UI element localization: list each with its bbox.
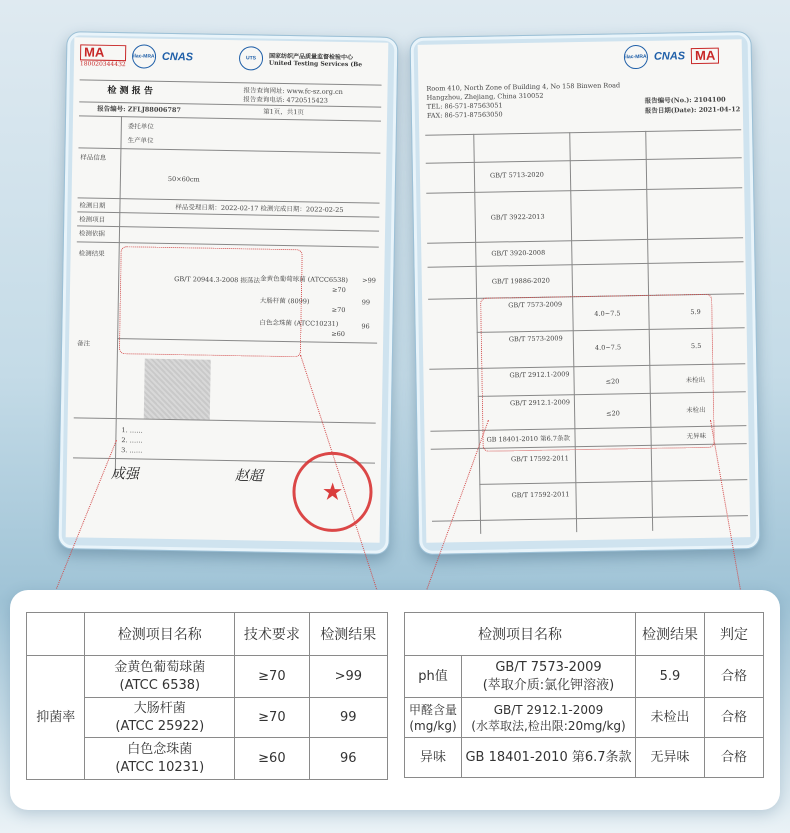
left-res-3: 96 xyxy=(361,322,370,331)
report-no-label: 报告编号 xyxy=(97,104,124,114)
results-summary-panel xyxy=(10,590,780,810)
row-label-basis: 检测依据 xyxy=(78,229,106,238)
method-line1: GB/T 7573-2009 xyxy=(495,659,602,675)
row-label-result: 检测结果 xyxy=(78,249,105,258)
antibacterial-table xyxy=(26,612,388,780)
header-verdict: 判定 xyxy=(705,613,764,656)
std-7: GB/T 2912.1-2009 xyxy=(509,370,570,380)
fabric-swatch xyxy=(144,359,211,420)
result-value: 无异味 xyxy=(636,738,705,778)
page-indicator: 第1页，共1页 xyxy=(263,107,304,117)
left-highlight-box xyxy=(119,246,303,357)
left-req-1: ≥70 xyxy=(331,285,346,295)
res-2: 5.5 xyxy=(690,341,702,351)
item-odor: 异味 xyxy=(405,738,462,778)
header-requirement: 技术要求 xyxy=(235,613,309,656)
right-cma-logo: MA xyxy=(691,48,719,64)
stamp-star-icon: ★ xyxy=(321,477,344,507)
antibacterial-group-header xyxy=(27,613,85,656)
right-test-report xyxy=(418,39,751,543)
row-label-note: 备注 xyxy=(76,339,91,348)
chemical-table xyxy=(404,612,764,778)
header-item-name: 检测项目名称 xyxy=(405,613,636,656)
right-cnas-logo: CNAS xyxy=(653,50,686,63)
row-label-item: 检测项目 xyxy=(79,215,106,224)
val-3: ≤20 xyxy=(605,377,620,386)
std-4: GB/T 19886-2020 xyxy=(491,276,550,286)
verdict-value: 合格 xyxy=(705,656,764,698)
center-name-en: United Testing Services (Be xyxy=(268,59,363,69)
res-3: 未检出 xyxy=(685,375,706,385)
item-name-line1: 白色念珠菌 xyxy=(127,741,193,757)
table-row xyxy=(405,698,764,738)
left-method: GB/T 20944.3-2008 振荡法 xyxy=(174,275,260,285)
uts-logo: UTS xyxy=(239,46,263,70)
res-1: 5.9 xyxy=(690,307,701,317)
item-formaldehyde-line2: (mg/kg) xyxy=(409,718,457,733)
phone-label: 报告查询电话 xyxy=(243,95,283,104)
report-title: 检 测 报 告 xyxy=(107,85,153,97)
item-formaldehyde-line1: 甲醛含量 xyxy=(408,702,457,717)
method-line2: (萃取介质:氯化钾溶液) xyxy=(482,677,615,693)
table-row xyxy=(405,656,764,698)
report-no: ZFLJ88006787 xyxy=(127,105,182,115)
val-2: 4.0~7.5 xyxy=(594,343,622,352)
res-5: 无异味 xyxy=(686,431,707,441)
result-value: 5.9 xyxy=(636,656,705,698)
val-4: ≤20 xyxy=(606,409,620,418)
item-name-line1: 大肠杆菌 xyxy=(133,700,186,716)
website: www.fc-sz.org.cn xyxy=(286,87,343,96)
row-label-producer: 生产单位 xyxy=(127,136,154,145)
left-res-2: 99 xyxy=(361,298,371,307)
std-10: GB/T 17592-2011 xyxy=(510,454,569,464)
cma-logo: MA xyxy=(80,44,126,61)
left-item-3: 白色念珠菌 (ATCC10231) xyxy=(259,318,339,328)
right-report-no: 2104100 xyxy=(693,95,726,105)
verdict-value: 合格 xyxy=(705,738,764,778)
signature-1: 成强 xyxy=(110,466,139,483)
val-1: 4.0~7.5 xyxy=(594,309,621,318)
method-line1: GB 18401-2010 第6.7条款 xyxy=(462,738,636,778)
right-report-no-label: 报告编号(No.): xyxy=(644,96,692,105)
item-name-line1: 金黄色葡萄球菌 xyxy=(114,659,206,675)
result-value: 未检出 xyxy=(636,698,705,738)
item-name-line2: (ATCC 25922) xyxy=(115,718,205,734)
std-5: GB/T 7573-2009 xyxy=(508,300,563,310)
std-8: GB/T 2912.1-2009 xyxy=(509,398,571,408)
result-value: >99 xyxy=(309,656,387,698)
sample-size: 50×60cm xyxy=(167,174,200,184)
requirement-value: ≥60 xyxy=(235,738,309,780)
std-3: GB/T 3920-2008 xyxy=(491,248,546,258)
requirement-value: ≥70 xyxy=(235,698,309,738)
address-line-3: TEL: 86-571-87563051 xyxy=(426,101,503,111)
header-result: 检测结果 xyxy=(309,613,387,656)
official-stamp xyxy=(292,451,373,532)
left-req-3: ≥60 xyxy=(331,329,346,339)
table-row xyxy=(27,656,388,698)
right-highlight-box xyxy=(480,294,715,452)
item-ph: ph值 xyxy=(405,656,462,698)
table-row xyxy=(405,738,764,778)
std-9: GB 18401-2010 第6.7条款 xyxy=(486,434,570,444)
center-name: 国家纺织产品质量监督检验中心 xyxy=(269,52,354,62)
res-4: 未检出 xyxy=(686,405,706,415)
method-line1: GB/T 2912.1-2009 xyxy=(493,702,604,717)
std-11: GB/T 17592-2011 xyxy=(511,490,570,500)
verdict-value: 合格 xyxy=(705,698,764,738)
phone: 4720515423 xyxy=(286,96,329,105)
address-line-2: Hangzhou, Zhejiang, China 310052 xyxy=(426,91,544,102)
std-2: GB/T 3922-2013 xyxy=(490,212,545,222)
row-label-sample: 样品信息 xyxy=(80,153,107,162)
left-item-2: 大肠杆菌 (8099) xyxy=(259,296,310,306)
row-label-date: 检测日期 xyxy=(79,201,106,210)
right-date-label: 报告日期(Date): xyxy=(644,106,697,115)
group-label-antibacterial: 抑菌率 xyxy=(27,656,85,780)
method-line2: (水萃取法,检出限:20mg/kg) xyxy=(471,718,626,733)
website-label: 报告查询网址 xyxy=(243,86,283,95)
left-res-1: >99 xyxy=(362,276,376,285)
item-name-line2: (ATCC 6538) xyxy=(119,677,201,693)
row-label-client: 委托单位 xyxy=(127,122,154,131)
right-ilac-logo: ilac-MRA xyxy=(624,45,648,69)
header-result: 检测结果 xyxy=(636,613,705,656)
item-name-line2: (ATCC 10231) xyxy=(115,759,205,775)
header-item-name: 检测项目名称 xyxy=(85,613,235,656)
left-test-report: MA 180020344432 ilac-MRA CNAS UTS 国家纺织产品质量监督检验中心 United Testing Services (Be 检 测 报 告 报告查询网址: www.fc-sz.org.cn 报告查询电话: 4720515423 报告编号: ZFLJ88006787 第1页，共1页 委托单位 生产单位 样品信息 50×60cm 检测日期 样品受理日期：2022-02-17 检测完成日期：2022-02-25 检测项目 检测依据 检测结果 GB/T 20944.3-2008 振荡法 金黄色葡萄球菌 (ATCC6538) ≥70 >99 大肠杆菌 (8099) ≥70 99 白色念珠菌 (ATCC10231) ≥60 96 备注 1. …… 2. …… 3. …… 成强 赵超 ★ xyxy=(66,37,389,542)
test-dates: 样品受理日期：2022-02-17 检测完成日期：2022-02-25 xyxy=(175,203,344,215)
std-1: GB/T 5713-2020 xyxy=(489,170,544,180)
right-date: 2021-04-12 xyxy=(698,105,741,114)
requirement-value: ≥70 xyxy=(235,656,309,698)
result-value: 99 xyxy=(309,698,387,738)
address-line-4: FAX: 86-571-87563050 xyxy=(426,110,503,120)
ilac-mra-logo: ilac-MRA xyxy=(132,44,156,68)
cert-number: 180020344432 xyxy=(79,59,126,68)
left-req-2: ≥70 xyxy=(331,305,346,315)
cnas-logo: CNAS xyxy=(161,50,194,64)
left-item-1: 金黄色葡萄球菌 (ATCC6538) xyxy=(260,274,349,285)
result-value: 96 xyxy=(309,738,387,780)
std-6: GB/T 7573-2009 xyxy=(508,334,563,344)
address-line-1: Room 410, North Zone of Building 4, No 158 Binwen Road xyxy=(426,81,621,93)
signature-2: 赵超 xyxy=(234,468,263,485)
